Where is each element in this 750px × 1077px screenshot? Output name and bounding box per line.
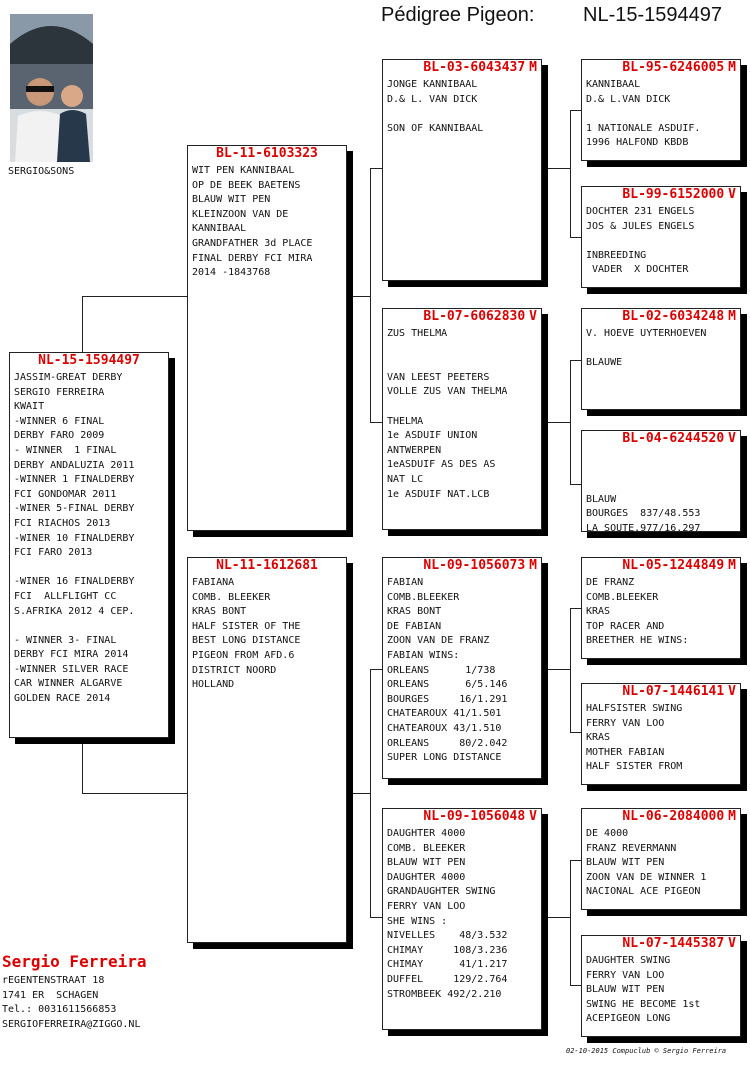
ggp3-pigeon-card[interactable]	[581, 308, 741, 410]
gp1-sex: M	[529, 60, 537, 75]
connector-mother-stem	[346, 793, 371, 794]
ggp5-notes: DE FRANZ COMB.BLEEKER KRAS TOP RACER AND BREETHER HE WINS:	[586, 577, 689, 647]
ggp4-ring: BL-04-6244520	[622, 431, 725, 446]
breeder-city: 1741 ER SCHAGEN	[2, 989, 99, 1001]
father-pigeon-card[interactable]	[187, 145, 347, 531]
ggp2-ring: BL-99-6152000	[622, 187, 725, 202]
mother-ring: NL-11-1612681	[216, 558, 318, 573]
owner-caption: SERGIO&SONS	[8, 166, 75, 177]
gp4-ring: NL-09-1056048	[423, 809, 526, 824]
ggp6-ring: NL-07-1446141	[622, 684, 725, 699]
ggp7-notes: DE 4000 FRANZ REVERMANN BLAUW WIT PEN ZOON VAN DE WINNER 1 NACIONAL ACE PIGEON	[586, 828, 707, 898]
gp1-notes: JONGE KANNIBAAL D.& L. VAN DICK SON OF KANNIBAAL	[387, 79, 484, 134]
gp3-ring: NL-09-1056073	[423, 558, 526, 573]
ggp6-pigeon-card[interactable]	[581, 683, 741, 785]
mother-notes: FABIANA COMB. BLEEKER KRAS BONT HALF SISTER OF THE BEST LONG DISTANCE PIGEON FROM AFD.6 DISTRICT NOORD HOLLAND	[192, 577, 301, 691]
subject-notes: JASSIM-GREAT DERBY SERGIO FERREIRA KWAIT -WINNER 6 FINAL DERBY FARO 2009 - WINNER 1 FINAL DERBY ANDALUZIA 2011 -WINNER 1 FINALDERBY FCI GONDOMAR 2011 -WINER 5-FINAL DERBY FCI RIACHOS 2013 -WINER 10 FINALDERBY FCI FARO 2013 -WINER 16 FINALDERBY FCI ALLFLIGHT CC S.AFRIKA 2012 4 CEP. - WINNER 3- FINAL DERBY FCI MIRA 2014 -WINNER SILVER RACE CAR WINNER ALGARVE GOLDEN RACE 2014	[14, 372, 135, 705]
ggp4-sex: V	[728, 431, 736, 446]
subject-ring: NL-15-1594497	[38, 353, 140, 368]
gp3-sex: M	[529, 558, 537, 573]
subject-pigeon-card[interactable]	[9, 352, 169, 738]
ggp5-sex: M	[728, 558, 736, 573]
connector-gp3	[570, 608, 571, 733]
gp3-notes: FABIAN COMB.BLEEKER KRAS BONT DE FABIAN ZOON VAN DE FRANZ FABIAN WINS: ORLEANS 1/738 ORLEANS 6/5.146 BOURGES 16/1.291 CHATEAROUX 41/1.501 CHATEAROUX 43/1.510 ORLEANS 80/2.042 SUPER LONG DISTANCE	[387, 577, 508, 764]
gp1-pigeon-card[interactable]	[382, 59, 542, 281]
gp4-sex: V	[529, 809, 537, 824]
ggp8-notes: DAUGHTER SWING FERRY VAN LOO BLAUW WIT PEN SWING HE BECOME 1st ACEPIGEON LONG	[586, 955, 701, 1025]
ggp7-sex: M	[728, 809, 736, 824]
breeder-phone: Tel.: 0031611566853	[2, 1004, 117, 1015]
gp2-pigeon-card[interactable]	[382, 308, 542, 530]
mother-pigeon-card[interactable]	[187, 557, 347, 943]
ggp4-notes: BLAUW BOURGES 837/48.553 LA SOUTE.977/16.297	[586, 493, 701, 532]
ggp6-sex: V	[728, 684, 736, 699]
connector-gp2-stem	[542, 422, 571, 423]
connector-subject-father	[82, 296, 188, 297]
connector-gp4	[570, 860, 571, 986]
breeder-street: rEGENTENSTRAAT 18	[2, 975, 105, 986]
gp4-notes: DAUGHTER 4000 COMB. BLEEKER BLAUW WIT PEN DAUGHTER 4000 GRANDAUGHTER SWING FERRY VAN LOO SHE WINS : NIVELLES 48/3.532 CHIMAY 108/3.236 CHIMAY 41/1.217 DUFFEL 129/2.764 STROMBEEK 492/2.210	[387, 828, 508, 1000]
gp1-ring: BL-03-6043437	[423, 60, 526, 75]
gp2-sex: V	[529, 309, 537, 324]
connector-subject-mother	[82, 793, 188, 794]
pedigree-ring-number: NL-15-1594497	[583, 4, 722, 26]
footer-credit: 02-10-2015 Compuclub © Sergio Ferreira	[566, 1047, 727, 1055]
ggp3-sex: M	[728, 309, 736, 324]
gp2-ring: BL-07-6062830	[423, 309, 526, 324]
connector-father-stem	[346, 296, 371, 297]
connector-gp3-stem	[542, 669, 571, 670]
ggp1-pigeon-card[interactable]	[581, 59, 741, 161]
ggp2-pigeon-card[interactable]	[581, 186, 741, 288]
ggp2-notes: DOCHTER 231 ENGELS JOS & JULES ENGELS INBREEDING VADER X DOCHTER	[586, 206, 695, 276]
ggp5-pigeon-card[interactable]	[581, 557, 741, 659]
ggp5-ring: NL-05-1244849	[622, 558, 725, 573]
connector-gp1	[570, 110, 571, 238]
gp3-pigeon-card[interactable]	[382, 557, 542, 779]
ggp8-ring: NL-07-1445387	[622, 936, 725, 951]
ggp6-notes: HALFSISTER SWING FERRY VAN LOO KRAS MOTHER FABIAN HALF SISTER FROM	[586, 703, 683, 773]
ggp1-sex: M	[728, 60, 736, 75]
ggp3-notes: V. HOEVE UYTERHOEVEN BLAUWE	[586, 328, 707, 369]
ggp4-pigeon-card[interactable]	[581, 430, 741, 532]
ggp3-ring: BL-02-6034248	[622, 309, 725, 324]
connector-gp1-stem	[542, 168, 571, 169]
ggp1-notes: KANNIBAAL D.& L.VAN DICK 1 NATIONALE ASDUIF. 1996 HALFOND KBDB	[586, 79, 701, 149]
owner-photo	[10, 14, 93, 162]
ggp8-sex: V	[728, 936, 736, 951]
connector-gp4-stem	[542, 917, 571, 918]
ggp7-pigeon-card[interactable]	[581, 808, 741, 910]
ggp7-ring: NL-06-2084000	[622, 809, 725, 824]
gp2-notes: ZUS THELMA VAN LEEST PEETERS VOLLE ZUS VAN THELMA THELMA 1e ASDUIF UNION ANTWERPEN 1eASDUIF AS DES AS NAT LC 1e ASDUIF NAT.LCB	[387, 328, 508, 500]
breeder-name: Sergio Ferreira	[2, 952, 147, 971]
breeder-address	[2, 974, 140, 1032]
ggp1-ring: BL-95-6246005	[622, 60, 725, 75]
breeder-email: SERGIOFERREIRA@ZIGGO.NL	[2, 1018, 141, 1030]
gp4-pigeon-card[interactable]	[382, 808, 542, 1030]
ggp8-pigeon-card[interactable]	[581, 935, 741, 1037]
father-notes: WIT PEN KANNIBAAL OP DE BEEK BAETENS BLAUW WIT PEN KLEINZOON VAN DE KANNIBAAL GRANDFATHER 3d PLACE FINAL DERBY FCI MIRA 2014 -1843768	[192, 165, 313, 279]
ggp2-sex: V	[728, 187, 736, 202]
pedigree-label: Pédigree Pigeon:	[381, 4, 535, 26]
father-ring: BL-11-6103323	[216, 146, 318, 161]
